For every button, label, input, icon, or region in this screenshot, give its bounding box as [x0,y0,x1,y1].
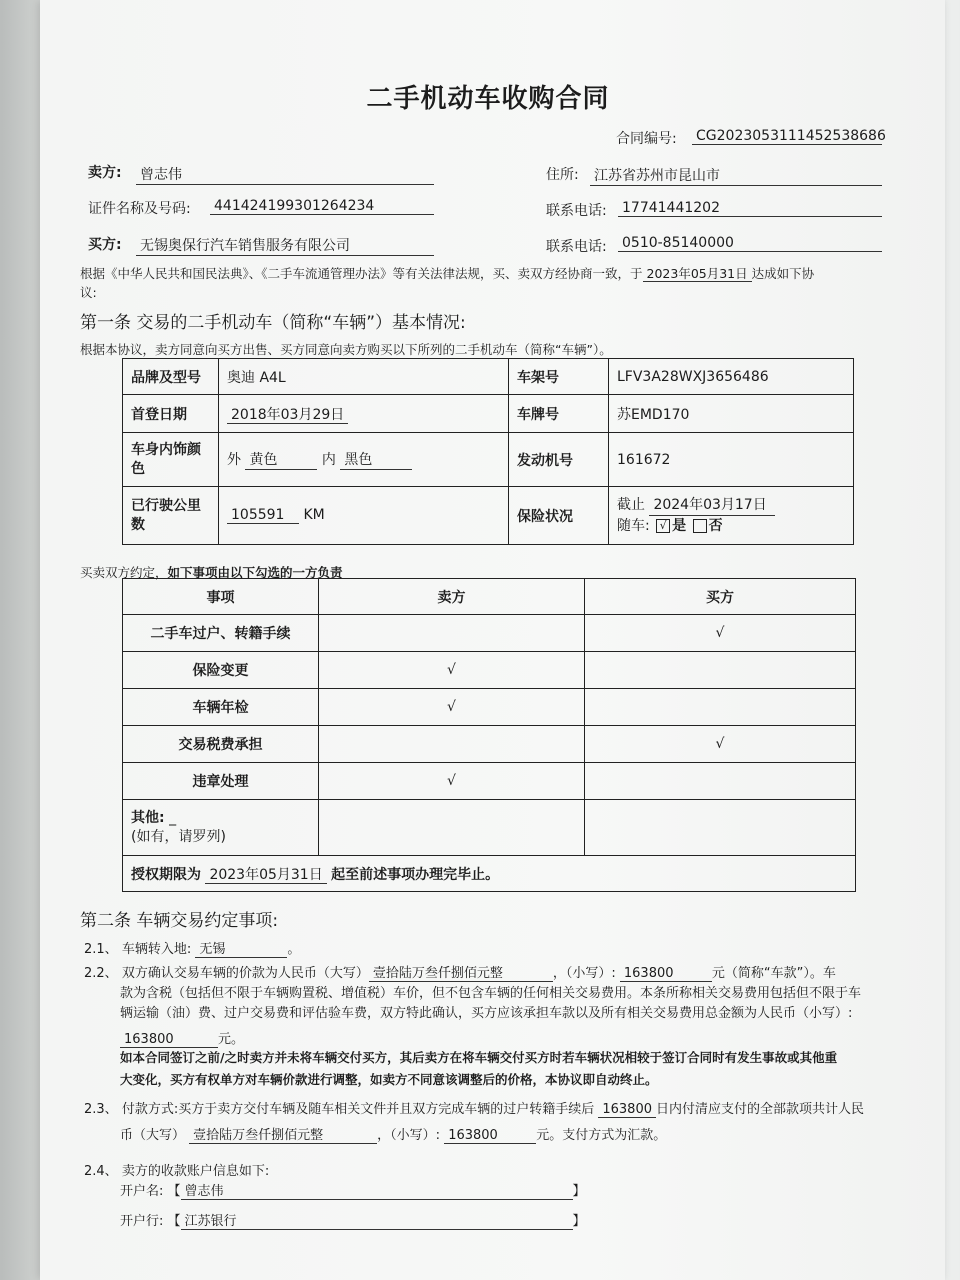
duty-seller-mark: √ [319,763,585,800]
duty-row [123,726,856,763]
duty-row [123,615,856,652]
bank-line: 开户行: 【 江苏银行 】 [120,1210,586,1230]
transfer-destination: 无锡 [195,938,287,958]
contract-no: CG2023053111452538686 [692,128,882,145]
insurance-label: 保险状况 [509,487,609,545]
price-upper: 壹拾陆万叁仟捌佰元整 [369,962,553,982]
contract-no-label: 合同编号: [616,131,677,147]
duty-row [123,652,856,689]
other-hint: (如有，请罗列) [131,828,226,845]
payment-days: 163800 [598,1102,656,1118]
seller-label: 卖方: [88,165,122,181]
section-2-2-line-4: 163800 元。 [120,1028,244,1048]
duty-buyer-mark: √ [585,615,856,652]
seller-phone: 17741441202 [618,200,882,217]
section-2-2-line-3: 辆运输（油）费、过户交易费和评估验车费，双方特此确认，买方应该承担车款以及所有相关交易费用总金额为人民币（小写）: [120,1006,853,1021]
duty-row [123,689,856,726]
page-title: 二手机动车收购合同 [366,84,610,114]
preamble-line-1: 根据《中华人民共和国民法典》、《二手车流通管理办法》等有关法律法规，买、卖双方经协商一致，于 2023年05月31日 达成如下协 [80,266,815,281]
vehicle-info-table [122,358,854,545]
duty-item: 车辆年检 [123,689,319,726]
seller-id-no: 441424199301264234 [210,198,434,215]
payment-upper: 壹拾陆万叁仟捌佰元整 [189,1124,377,1144]
duty-header-seller: 卖方 [319,579,585,615]
section-2-1: 2.1、 车辆转入地: 无锡 。 [84,938,300,958]
engine-label: 发动机号 [509,433,609,487]
duty-item: 违章处理 [123,763,319,800]
bank-name: 江苏银行 [181,1210,573,1230]
mileage-unit: KM [303,507,325,523]
other-label: 其他: [131,809,165,826]
duty-header-item: 事项 [123,579,319,615]
exterior-color: 黄色 [245,449,317,470]
seller-address: 江苏省苏州市昆山市 [590,165,882,186]
vin-value: LFV3A28WXJ3656486 [609,359,854,395]
color-value: 外 黄色 内 黑色 [219,433,509,487]
interior-color: 黑色 [340,449,412,470]
reg-date-label: 首登日期 [123,395,219,433]
other-cell [123,800,319,856]
color-label: 车身内饰颜 色 [123,433,219,487]
mileage-cell [219,487,509,545]
payment-lower: 163800 [444,1128,536,1144]
vin-label: 车架号 [509,359,609,395]
duty-seller-mark [319,615,585,652]
section-2-3-line-2: 币（大写） 壹拾陆万叁仟捌佰元整 ，（小写）: 163800 元。支付方式为汇款。 [120,1124,666,1144]
insurance-until: 2024年03月17日 [649,495,775,516]
duty-item: 交易税费承担 [123,726,319,763]
article2-title: 第二条 车辆交易约定事项: [80,911,279,931]
article1-intro: 根据本协议，卖方同意向买方出售、买方同意向卖方购买以下所列的二手机动车（简称“车辆”）。 [80,342,612,357]
seller-phone-label: 联系电话: [546,203,607,219]
duty-seller-mark [319,726,585,763]
no-checkbox[interactable] [693,519,707,533]
mileage-label: 已行驶公里 数 [123,487,219,545]
article1-title: 第一条 交易的二手机动车（简称“车辆”）基本情况: [80,313,466,333]
reg-date-value: 2018年03月29日 [227,407,348,424]
section-2-2-line-2: 款为含税（包括但不限于车辆购置税、增值税）车价，但不包含车辆的任何相关交易费用。本条所称相关交易费用包括但不限于车 [120,986,862,1001]
section-2-4: 2.4、 卖方的收款账户信息如下: [84,1164,270,1179]
duty-intro: 买卖双方约定，如下事项由以下勾选的一方负责 [80,565,343,580]
plate-value: 苏EMD170 [609,395,854,433]
auth-label: 授权期限为 [131,866,201,883]
buyer-phone: 0510-85140000 [618,235,882,252]
insurance-cell: 截止 2024年03月17日 随车: √ 是 否 [609,487,854,545]
plate-label: 车牌号 [509,395,609,433]
section-2-2-line-1: 2.2、 双方确认交易车辆的价款为人民币（大写） 壹拾陆万叁仟捌佰元整 ，（小写）: 163800 元（简称“车款”）。车 [84,962,836,982]
account-name-line: 开户名: 【 曾志伟 】 [120,1180,586,1200]
seller-name: 曾志伟 [136,164,434,185]
yes-checkbox[interactable]: √ [656,519,670,533]
duty-buyer-mark [585,689,856,726]
duty-header-buyer: 买方 [585,579,856,615]
buyer-phone-label: 联系电话: [546,239,607,255]
duty-table [122,578,856,892]
duty-seller-mark: √ [319,689,585,726]
brand-label: 品牌及型号 [123,359,219,395]
duty-item: 二手车过户、转籍手续 [123,615,319,652]
account-name: 曾志伟 [181,1180,573,1200]
authorization-row [123,856,856,892]
duty-buyer-mark [585,652,856,689]
total-amount: 163800 [120,1032,218,1048]
preamble-line-2: 议: [80,285,97,300]
adjustment-clause-line-1: 如本合同签订之前/之时卖方并未将车辆交付买方，其后卖方在将车辆交付买方时若车辆状况相较于签订合同时有发生事故或其他重 [120,1050,838,1065]
duty-row [123,763,856,800]
auth-date: 2023年05月31日 [205,867,326,884]
duty-buyer-mark [585,763,856,800]
id-label: 证件名称及号码: [88,201,191,217]
price-lower: 163800 [620,966,712,982]
engine-value: 161672 [609,433,854,487]
buyer-label: 买方: [88,237,122,253]
address-label: 住所: [546,167,579,183]
section-2-3-line-1: 2.3、 付款方式:买方于卖方交付车辆及随车相关文件并且双方完成车辆的过户转籍手续后 163800 日内付清应支付的全部款项共计人民 [84,1102,865,1117]
auth-suffix: 起至前述事项办理完毕止。 [331,866,500,883]
brand-value: 奥迪 A4L [219,359,509,395]
duty-item: 保险变更 [123,652,319,689]
duty-buyer-mark: √ [585,726,856,763]
duty-seller-mark: √ [319,652,585,689]
mileage-value: 105591 [227,507,299,524]
preamble-date: 2023年05月31日 [643,266,752,282]
buyer-name: 无锡奥保行汽车销售服务有限公司 [136,235,434,256]
other-value: _ [169,809,177,826]
adjustment-clause-line-2: 大变化，买方有权单方对车辆价款进行调整，如卖方不同意该调整后的价格，本协议即自动终止。 [120,1072,658,1087]
